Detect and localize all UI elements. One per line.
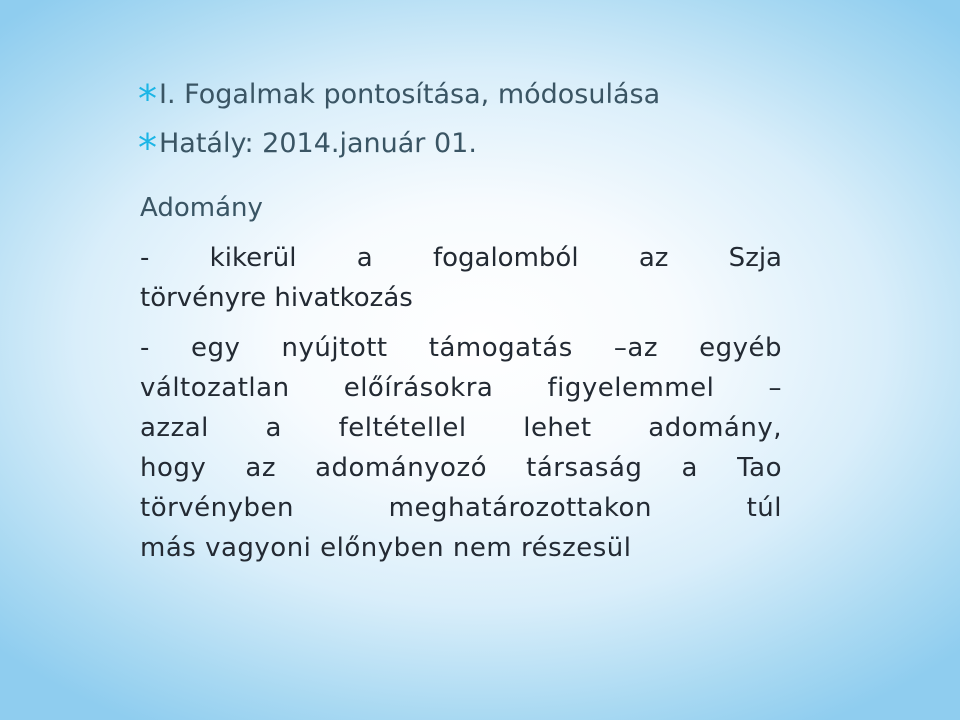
asterisk-bullet-icon: * bbox=[138, 126, 157, 170]
bullet-text: Hatály: 2014.január 01. bbox=[159, 128, 477, 159]
bullet-text: I. Fogalmak pontosítása, módosulása bbox=[159, 79, 661, 110]
body-text-block bbox=[140, 188, 782, 568]
paragraph-1 bbox=[140, 238, 782, 318]
paragraph-line: változatlan előírásokra figyelemmel – bbox=[140, 373, 782, 403]
paragraph-line: törvényben meghatározottakon túl bbox=[140, 493, 782, 523]
subheading: Adomány bbox=[140, 193, 263, 223]
paragraph-line: azzal a feltétellel lehet adomány, bbox=[140, 413, 782, 443]
paragraph-line: hogy az adományozó társaság a Tao bbox=[140, 453, 782, 483]
paragraph-line: más vagyoni előnyben nem részesül bbox=[140, 533, 632, 563]
bullet-item bbox=[138, 126, 477, 170]
paragraph-2 bbox=[140, 328, 782, 568]
paragraph-line: - kikerül a fogalomból az Szja bbox=[140, 243, 782, 273]
asterisk-bullet-icon: * bbox=[138, 77, 157, 121]
bullet-item bbox=[138, 77, 661, 121]
paragraph-line: törvényre hivatkozás bbox=[140, 283, 413, 313]
paragraph-line: - egy nyújtott támogatás –az egyéb bbox=[140, 333, 782, 363]
